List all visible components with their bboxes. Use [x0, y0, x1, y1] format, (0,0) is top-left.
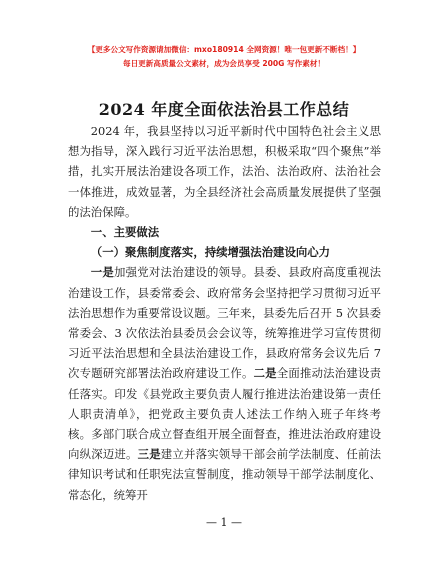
- section-heading: 一、主要做法: [90, 225, 160, 240]
- paragraph-text-1: 加强党对法治建设的领导。县委、县政府高度重视法治建设工作，县委常委会、政府常务会坚持把学习贯彻习近平法治思想作为重要常设议题。三年来，县委先后召开 5 次县委常委会、3 次依法治县委员会会议等，统筹推进学习宣传贯彻习近平法治思想和全县法治建设工作，县政府常务会议先后 7 次专题研究部署法治政府建设工作。: [68, 265, 381, 381]
- ad-banner-line2: 每日更新高质量公文素材，成为会员享受 200G 写作素材！: [122, 59, 326, 68]
- page-number: — 1 —: [206, 516, 242, 529]
- intro-paragraph: 2024 年，我县坚持以习近平新时代中国特色社会主义思想为指导，深入践行习近平法治思想，积极采取“四个聚焦”举措，扎实开展法治建设各项工作，法治、法治政府、法治社会一体推进，成效显著，为全县经济社会高质量发展提供了坚强的法治保障。: [68, 124, 381, 219]
- subsection-heading: （一）聚焦制度落实，持续增强法治建设向心力: [90, 245, 331, 260]
- document-body: [68, 121, 381, 505]
- paragraph-lead-3: 三是: [137, 447, 161, 462]
- paragraph-lead-2: 二是: [253, 366, 277, 381]
- document-title: 2024 年度全面依法治县工作总结: [98, 100, 350, 119]
- ad-banner-line1: 【更多公文写作资源请加微信：mxo180914 全网资源！唯一包更新不断档！】: [87, 45, 361, 54]
- paragraph-text-3: 建立并落实领导干部会前学法制度、任前法律知识考试和任职宪法宣誓制度，推动领导干部学法制度化、常态化，统筹开: [68, 447, 381, 502]
- body-paragraph: [68, 262, 381, 504]
- paragraph-text-2: 全面推动法治建设责任落实。印发《县党政主要负责人履行推进法治建设第一责任人职责清单》，把党政主要负责人述法工作纳入班子年终考核。多部门联合成立督查组开展全面督查，推进法治政府建设向纵深迈进。: [68, 366, 381, 462]
- paragraph-lead-1: 一是: [90, 265, 115, 280]
